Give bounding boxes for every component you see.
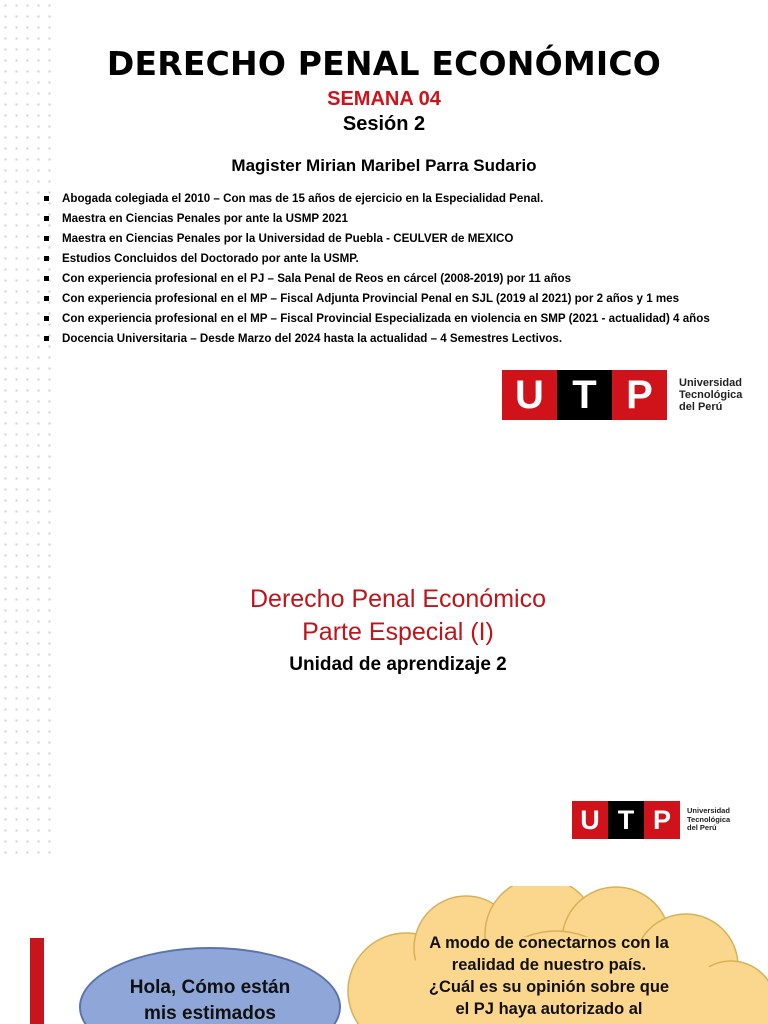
list-item: Con experiencia profesional en el MP – Fiscal Adjunta Provincial Penal en SJL (2019 al 2021) por 2 años y 1 mes [44, 292, 744, 305]
unit-subtitle: Unidad de aprendizaje 2 [289, 654, 507, 675]
logo-letter-u: U [572, 801, 608, 839]
slide-course-intro [0, 0, 768, 430]
list-item: Estudios Concluidos del Doctorado por ante la USMP. [44, 252, 744, 265]
logo-letter-u: U [502, 370, 557, 420]
question-cloud [336, 886, 768, 1024]
list-item: Con experiencia profesional en el MP – Fiscal Provincial Especializada en violencia en SMP (2021 - actualidad) 4 años [44, 312, 744, 325]
list-item: Maestra en Ciencias Penales por la Universidad de Puebla - CEULVER de MEXICO [44, 232, 744, 245]
red-accent-bar [30, 938, 44, 1024]
logo-letter-p: P [644, 801, 680, 839]
unit-title-line2: Parte Especial (I) [302, 618, 494, 646]
logo-university-name: Universidad Tecnológica del Perú [687, 806, 731, 833]
list-item: Abogada colegiada el 2010 – Con mas de 15 años de ejercicio en la Especialidad Penal. [44, 192, 744, 205]
question-text: A modo de conectarnos con la realidad de nuestro país. ¿Cuál es su opinión sobre que el PJ haya autorizado al [428, 934, 670, 1018]
slide-unit-title [0, 430, 768, 860]
logo-letter-t: T [557, 370, 612, 420]
utp-logo [502, 370, 742, 420]
slide-discussion [0, 860, 768, 1024]
greeting-line: mis estimados [144, 1003, 276, 1024]
logo-university-name: Universidad Tecnológica del Perú [679, 377, 743, 413]
unit-title-line1: Derecho Penal Económico [250, 585, 546, 613]
list-item: Con experiencia profesional en el PJ – Sala Penal de Reos en cárcel (2008-2019) por 11 años [44, 272, 744, 285]
teacher-name: Magister Mirian Maribel Parra Sudario [231, 156, 537, 175]
logo-letter-p: P [612, 370, 667, 420]
session-label: Sesión 2 [342, 113, 426, 135]
utp-logo [572, 801, 730, 839]
greeting-bubble [79, 947, 341, 1024]
list-item: Maestra en Ciencias Penales por ante la USMP 2021 [44, 212, 744, 225]
logo-letter-t: T [608, 801, 644, 839]
course-title: DERECHO PENAL ECONÓMICO [106, 44, 662, 83]
list-item: Docencia Universitaria – Desde Marzo del 2024 hasta la actualidad – 4 Semestres Lectivos. [44, 332, 744, 345]
week-label: SEMANA 04 [327, 88, 441, 110]
teacher-credentials-list [44, 192, 744, 352]
greeting-line: Hola, Cómo están [129, 977, 291, 998]
